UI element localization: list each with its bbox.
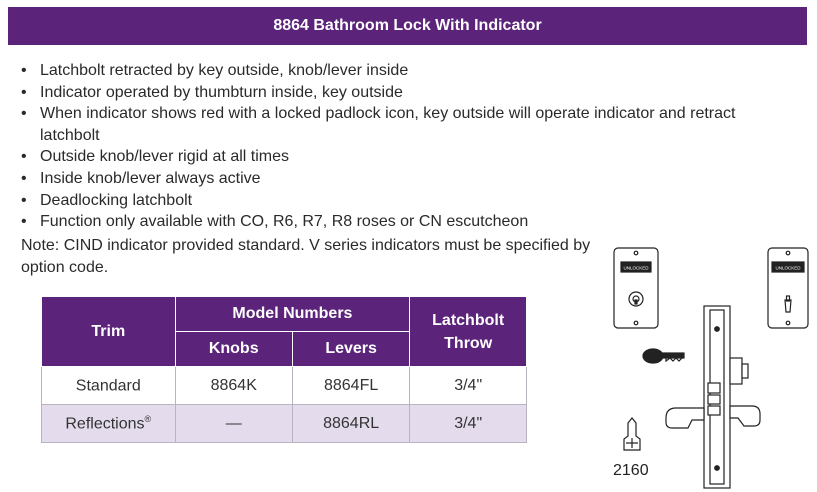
- cell-knobs: 8864K: [175, 367, 292, 405]
- feature-item: • Outside knob/lever rigid at all times: [18, 146, 788, 168]
- bullet-icon: •: [21, 105, 27, 123]
- bullet-icon: •: [21, 62, 27, 79]
- table-row: [42, 405, 527, 443]
- bullet-icon: •: [21, 83, 27, 101]
- bullet-icon: •: [21, 169, 27, 187]
- key-icon: [643, 349, 684, 363]
- outside-escutcheon: [614, 248, 658, 328]
- outside-lever: [666, 408, 704, 428]
- cell-trim: Standard: [42, 367, 176, 405]
- mortise-body: [704, 306, 748, 488]
- cell-throw: 3/4": [410, 405, 527, 443]
- feature-item: • Latchbolt retracted by key outside, knob/lever inside: [18, 60, 788, 82]
- outside-indicator-text: UNLOCKED: [623, 265, 649, 271]
- feature-item: • Indicator operated by thumbturn inside, key outside: [18, 82, 788, 104]
- header-trim: Trim: [42, 297, 176, 367]
- cell-levers: 8864FL: [292, 367, 409, 405]
- header-knobs: Knobs: [175, 332, 292, 367]
- feature-item: • When indicator shows red with a locked padlock icon, key outside will operate indicator and retract latchbolt: [21, 105, 736, 144]
- cell-knobs: —: [175, 405, 292, 443]
- lock-diagram: [600, 240, 810, 490]
- table-row: [42, 367, 527, 405]
- header-model-numbers: Model Numbers: [175, 297, 410, 332]
- feature-item: • Inside knob/lever always active: [18, 168, 788, 190]
- cylinder-icon: [624, 418, 640, 450]
- header-latchbolt-throw: Latchbolt Throw: [410, 297, 527, 367]
- section-title: 8864 Bathroom Lock With Indicator: [273, 17, 542, 34]
- inside-lever: [730, 406, 760, 426]
- inside-indicator-text: UNLOCKED: [775, 265, 801, 271]
- bullet-icon: •: [21, 148, 27, 166]
- header-levers: Levers: [292, 332, 409, 367]
- model-table: [41, 296, 527, 443]
- figure-label: 2160: [613, 462, 649, 479]
- feature-list: [18, 60, 788, 233]
- section-header: [8, 7, 807, 45]
- bullet-icon: •: [21, 191, 27, 209]
- feature-item: • Deadlocking latchbolt: [18, 190, 788, 212]
- cell-trim: Reflections®: [42, 405, 176, 443]
- note-text: Note: CIND indicator provided standard. V series indicators must be specified by option code.: [21, 237, 591, 276]
- inside-escutcheon: [768, 248, 808, 328]
- feature-item: • Function only available with CO, R6, R7, R8 roses or CN escutcheon: [18, 211, 788, 233]
- bullet-icon: •: [21, 213, 27, 231]
- cell-levers: 8864RL: [292, 405, 409, 443]
- cell-throw: 3/4": [410, 367, 527, 405]
